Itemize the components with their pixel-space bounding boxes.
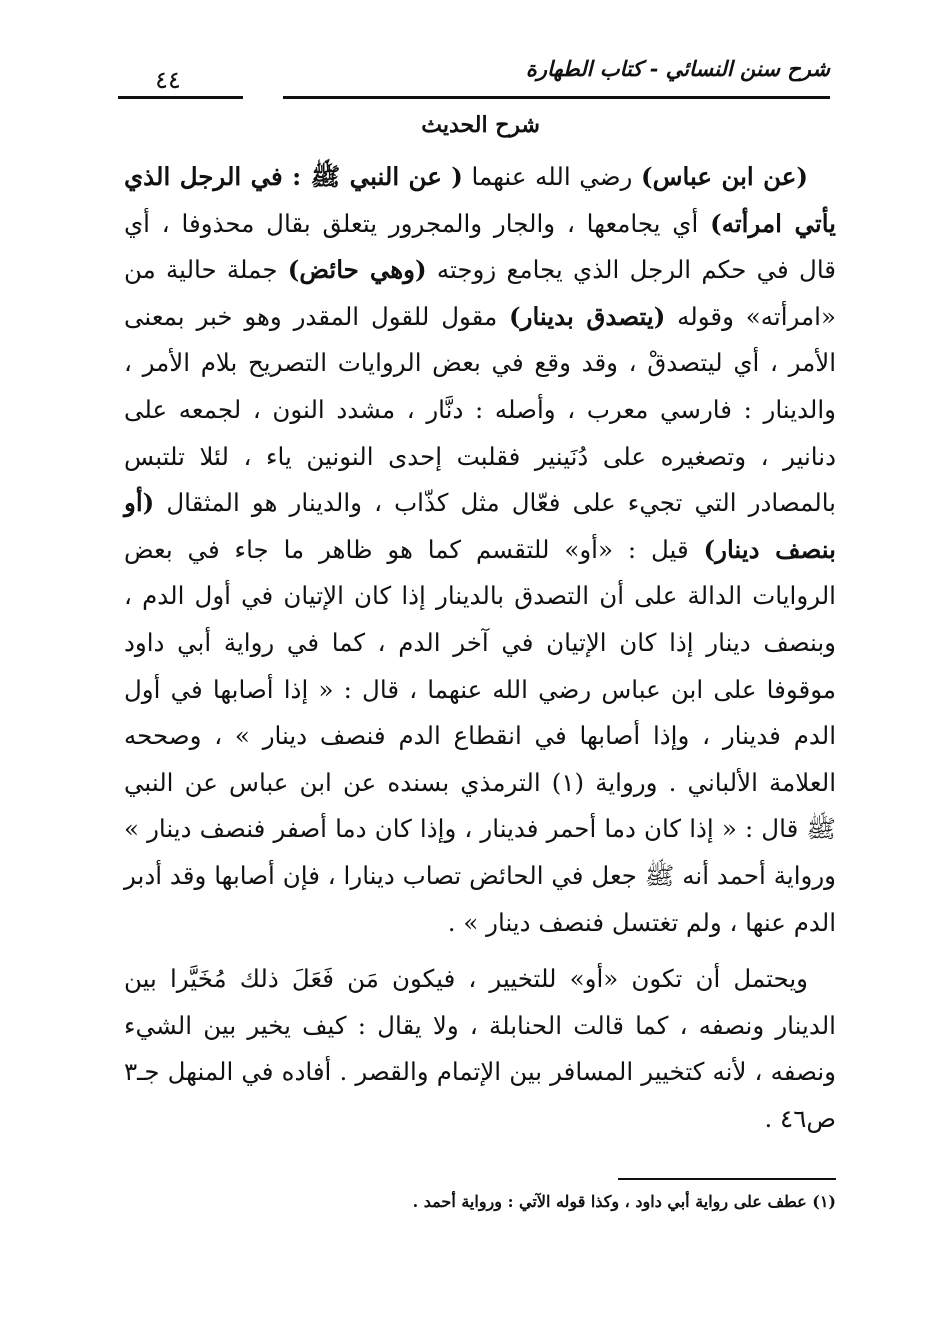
- hadith-quote: (وهي حائض): [287, 255, 427, 285]
- commentary-run: أي يجامعها ، والجار والمجرور يتعلق بقال محذوفا ، أي قال في حكم الرجل الذي يجامع زوجته: [124, 208, 837, 285]
- hadith-quote: (عن ابن عباس): [641, 162, 808, 191]
- paragraph: ويحتمل أن تكون «أو» للتخيير ، فيكون مَن فَعَلَ ذلك مُخَيَّرا بين الدينار ونصفه ، كما قالت الحنابلة ، ولا يقال : كيف يخير بين الشيء ونصفه ، لأنه كتخيير المسافر بين الإتمام والقصر . أفاده في المنهل جـ٣ ص٤٦ .: [124, 964, 836, 1133]
- running-title: شرح سنن النسائي - كتاب الطهارة: [525, 56, 830, 81]
- page-number: ٤٤: [155, 66, 181, 94]
- hadith-quote: (أو بنصف دينار): [124, 488, 837, 564]
- hadith-quote: (يتصدق بدينار): [509, 301, 666, 331]
- footnote-separator: [618, 1178, 836, 1180]
- page-header: [118, 56, 830, 108]
- commentary-run: رضي الله عنهما: [462, 162, 642, 191]
- commentary-run: جملة حالية من «امرأته» وقوله: [124, 255, 836, 331]
- commentary-text: [124, 154, 836, 1142]
- hadith-quote: ( عن النبي ﷺ : في الرجل الذي يأتي امرأته): [124, 162, 836, 238]
- footnote: (١) عطف على رواية أبي داود ، وكذا قوله الآتي : ورواية أحمد .: [412, 1192, 836, 1211]
- commentary-run: مقول للقول المقدر وهو خبر بمعنى الأمر ، أي ليتصدقْ ، وقد وقع في بعض الروايات التصريح بلام الأمر ، والدينار : فارسي معرب ، وأصله : دنَّار ، مشدد النون ، لجمعه على دنانير ، وتصغيره على دُنَينير فقلبت إحدى النونين ياء ، لئلا تلتبس بالمصادر التي تجيء على فعّال مثل كذّاب ، والدينار هو المثقال: [124, 301, 836, 518]
- commentary-run: قيل : «أو» للتقسم كما هو ظاهر ما جاء في بعض الروايات الدالة على أن التصدق بالدينار إذا كان الإتيان في أول الدم ، وبنصف دينار إذا كان الإتيان في آخر الدم ، كما في رواية أبي داود موقوفا على ابن عباس رضي الله عنهما ، قال : « إذا أصابها في أول الدم فدينار ، وإذا أصابها في انقطاع الدم فنصف دينار » ، وصححه العلامة الألباني . ورواية (١) الترمذي بسنده عن ابن عباس عن النبي ﷺ قال : « إذا كان دما أحمر فدينار ، وإذا كان دما أصفر فنصف دينار » ورواية أحمد أنه ﷺ جعل في الحائض تصاب دينارا ، فإن أصابها وقد أدبر الدم عنها ، ولم تغتسل فنصف دينار » .: [124, 534, 836, 937]
- header-rule: [118, 96, 243, 99]
- header-rule: [283, 96, 830, 99]
- section-title: شرح الحديث: [421, 112, 540, 138]
- paragraph: [124, 154, 836, 946]
